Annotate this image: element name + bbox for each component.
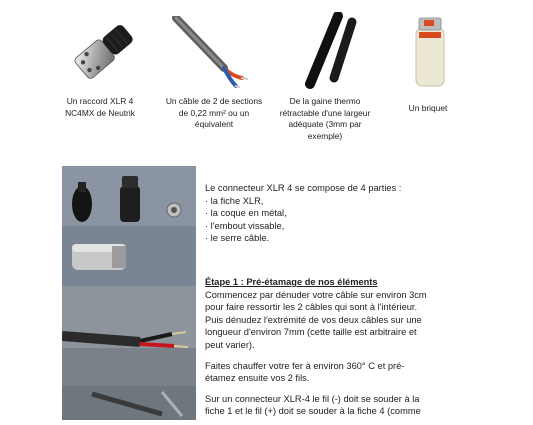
- intro-item: · la fiche XLR,: [205, 195, 264, 206]
- intro-item: · la coque en métal,: [205, 208, 287, 219]
- step1-section: [205, 276, 427, 418]
- soldering-photo: [62, 386, 196, 420]
- lighter-icon: [410, 16, 450, 88]
- xlr-connector-icon: [66, 12, 142, 88]
- step1-line: étamez ensuite vos 2 fils.: [205, 373, 310, 384]
- step1-heading: Étape 1 : Pré-étamage de nos éléments: [205, 277, 378, 287]
- caption-lighter: Un briquet: [408, 103, 448, 113]
- xlr-parts-photo: [62, 166, 196, 286]
- step1-line: Faites chauffer votre fer à environ 360° C et pré-: [205, 360, 405, 371]
- intro-text: [205, 182, 401, 245]
- step1-line: peut varier).: [205, 339, 255, 350]
- intro-item: · le serre câble.: [205, 233, 270, 244]
- step1-line: Puis dénudez l'extrémité de vos deux câbles sur une: [205, 314, 422, 325]
- step1-line: fiche 1 et le fil (+) doit se souder à la fiche 4 (comme: [205, 406, 421, 417]
- heat-shrink-tubing-icon: [300, 12, 360, 92]
- stripped-cable-photo: [62, 286, 196, 386]
- step1-line: Sur un connecteur XLR-4 le fil (-) doit se souder à la: [205, 393, 420, 404]
- step1-line: Commencez par dénuder votre câble sur environ 3cm: [205, 289, 427, 300]
- intro-title: Le connecteur XLR 4 se compose de 4 parties :: [205, 183, 402, 193]
- caption-cable: Un câble de 2 de sections de 0,22 mm² ou un équivalent: [165, 96, 263, 129]
- step1-line: pour faire ressortir les 2 câbles qui sont à l'intérieur.: [205, 302, 418, 313]
- two-wire-cable-icon: [172, 16, 256, 88]
- step1-line: longueur d'environ 7mm (cette taille est arbitraire et: [205, 327, 417, 338]
- caption-xlr: Un raccord XLR 4 NC4MX de Neutrik: [65, 96, 135, 118]
- intro-item: · l'embout vissable,: [205, 220, 285, 231]
- caption-heat-shrink: De la gaine thermo rétractable d'une largeur adéquate (3mm par exemple): [279, 96, 371, 141]
